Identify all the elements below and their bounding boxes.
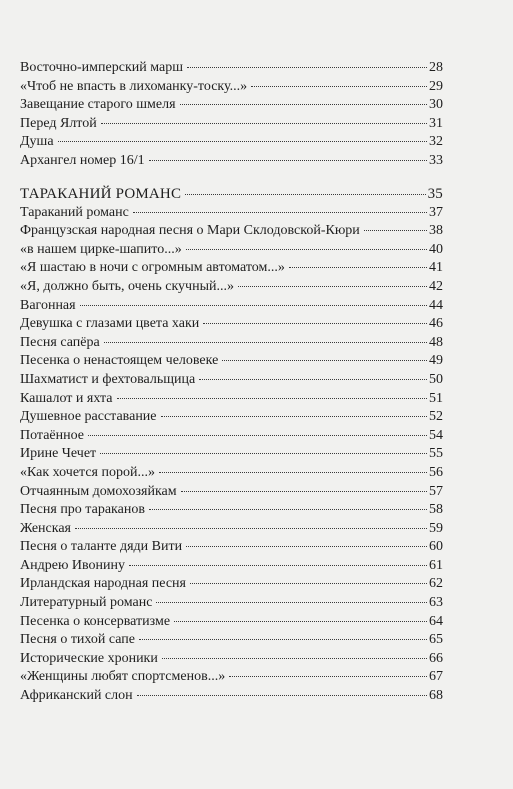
entry-title: Песня о таланте дяди Вити: [20, 539, 183, 555]
entry-title: Перед Ялтой: [20, 115, 97, 131]
dot-leader: [137, 695, 427, 696]
entry-title: Женская: [20, 520, 71, 536]
entry-title: Потаённое: [20, 427, 85, 443]
section-page-number: 35: [427, 186, 443, 202]
entry-page-number: 31: [429, 115, 443, 131]
dot-leader: [149, 509, 427, 510]
toc-entry: [20, 538, 443, 557]
entry-title: Шахматист и фехтовальщица: [20, 371, 196, 387]
entry-page-number: 61: [429, 557, 443, 573]
entry-title: Литературный романс: [20, 595, 153, 611]
entry-page-number: 38: [429, 223, 443, 239]
toc-entry: [20, 650, 443, 669]
toc-entry: [20, 631, 443, 650]
entry-title: Отчаянным домохозяйкам: [20, 483, 177, 499]
toc-entry: [20, 501, 443, 520]
entry-page-number: 52: [429, 409, 443, 425]
dot-leader: [199, 379, 427, 380]
entry-title: Душевное расставание: [20, 409, 157, 425]
entry-page-number: 64: [429, 613, 443, 629]
entry-title: Завещание старого шмеля: [20, 97, 176, 113]
entry-page-number: 57: [429, 483, 443, 499]
entry-page-number: 59: [429, 520, 443, 536]
dot-leader: [80, 305, 427, 306]
dot-leader: [117, 398, 428, 399]
table-of-contents-part-2: [20, 185, 443, 706]
dot-leader: [229, 676, 427, 677]
dot-leader: [133, 212, 427, 213]
entry-page-number: 54: [429, 427, 443, 443]
toc-entry: [20, 557, 443, 576]
entry-title: Душа: [20, 134, 54, 150]
entry-title: Французская народная песня о Мари Склодовской-Кюри: [20, 223, 360, 239]
toc-entry: [20, 613, 443, 632]
entry-page-number: 62: [429, 576, 443, 592]
toc-entry: [20, 334, 443, 353]
toc-entry: [20, 352, 443, 371]
entry-page-number: 37: [429, 204, 443, 220]
entry-page-number: 44: [429, 297, 443, 313]
entry-page-number: 28: [429, 60, 443, 75]
toc-entry: [20, 408, 443, 427]
dot-leader: [181, 491, 427, 492]
dot-leader: [101, 123, 427, 124]
toc-entry: [20, 152, 443, 171]
toc-entry: [20, 315, 443, 334]
entry-title: Вагонная: [20, 297, 76, 313]
entry-page-number: 67: [429, 669, 443, 685]
dot-leader: [190, 583, 427, 584]
toc-entry: [20, 427, 443, 446]
entry-page-number: 56: [429, 464, 443, 480]
section-title: ТАРАКАНИЙ РОМАНС: [20, 186, 182, 202]
entry-page-number: 60: [429, 539, 443, 555]
entry-title: Песенка о консерватизме: [20, 613, 171, 629]
toc-entry: [20, 133, 443, 152]
entry-title: Африканский слон: [20, 688, 133, 704]
dot-leader: [88, 435, 427, 436]
toc-entry: [20, 520, 443, 539]
dot-leader: [203, 323, 427, 324]
toc-entry: [20, 297, 443, 316]
dot-leader: [149, 160, 427, 161]
dot-leader: [174, 621, 427, 622]
entry-page-number: 63: [429, 595, 443, 611]
toc-entry: [20, 483, 443, 502]
entry-title: Ирландская народная песня: [20, 576, 186, 592]
toc-entry: [20, 668, 443, 687]
dot-leader: [58, 141, 427, 142]
toc-entry: [20, 575, 443, 594]
dot-leader: [187, 67, 427, 68]
entry-page-number: 68: [429, 688, 443, 704]
entry-page-number: 58: [429, 502, 443, 518]
dot-leader: [238, 286, 427, 287]
entry-page-number: 48: [429, 334, 443, 350]
entry-title: «Чтоб не впасть в лихоманку-тоску...»: [20, 78, 248, 94]
entry-page-number: 50: [429, 371, 443, 387]
dot-leader: [100, 453, 427, 454]
dot-leader: [186, 546, 427, 547]
toc-entry: [20, 278, 443, 297]
entry-page-number: 46: [429, 316, 443, 332]
toc-entry: [20, 59, 443, 78]
entry-title: Архангел номер 16/1: [20, 152, 145, 168]
entry-title: Песня о тихой сапе: [20, 632, 136, 648]
entry-title: Песня сапёра: [20, 334, 100, 350]
toc-entry: [20, 445, 443, 464]
entry-page-number: 65: [429, 632, 443, 648]
dot-leader: [162, 658, 427, 659]
entry-title: «Женщины любят спортсменов...»: [20, 669, 226, 685]
dot-leader: [180, 104, 427, 105]
entry-page-number: 55: [429, 446, 443, 462]
entry-page-number: 41: [429, 260, 443, 276]
entry-title: Тараканий романс: [20, 204, 129, 220]
entry-title: Ирине Чечет: [20, 446, 97, 462]
toc-entry: [20, 390, 443, 409]
toc-entry: [20, 594, 443, 613]
entry-page-number: 51: [429, 390, 443, 406]
dot-leader: [289, 267, 427, 268]
dot-leader: [159, 472, 427, 473]
toc-entry: [20, 371, 443, 390]
table-of-contents-part-1: [20, 59, 443, 171]
dot-leader: [161, 416, 427, 417]
entry-page-number: 49: [429, 353, 443, 369]
entry-page-number: 40: [429, 241, 443, 257]
entry-title: Песня про тараканов: [20, 502, 145, 518]
toc-entry: [20, 96, 443, 115]
entry-title: Исторические хроники: [20, 650, 158, 666]
dot-leader: [104, 342, 427, 343]
dot-leader: [186, 249, 427, 250]
entry-title: Кашалот и яхта: [20, 390, 113, 406]
entry-page-number: 32: [429, 134, 443, 150]
dot-leader: [139, 639, 427, 640]
entry-title: Песенка о ненастоящем человеке: [20, 353, 219, 369]
entry-page-number: 30: [429, 97, 443, 113]
entry-title: «Я, должно быть, очень скучный...»: [20, 278, 234, 294]
entry-page-number: 66: [429, 650, 443, 666]
entry-title: Восточно-имперский марш: [20, 60, 183, 75]
toc-entry: [20, 259, 443, 278]
toc-entry: [20, 222, 443, 241]
entry-title: Андрею Ивонину: [20, 557, 125, 573]
toc-entry: [20, 115, 443, 134]
dot-leader: [222, 360, 427, 361]
toc-entry: [20, 78, 443, 97]
dot-leader: [156, 602, 427, 603]
entry-page-number: 42: [429, 278, 443, 294]
dot-leader: [251, 86, 427, 87]
toc-entry: [20, 687, 443, 706]
dot-leader: [129, 565, 427, 566]
entry-title: «в нашем цирке-шапито...»: [20, 241, 182, 257]
toc-section-heading: [20, 185, 443, 204]
entry-title: Девушка с глазами цвета хаки: [20, 316, 200, 332]
entry-title: «Как хочется порой...»: [20, 464, 155, 480]
entry-page-number: 33: [429, 152, 443, 168]
dot-leader: [364, 230, 427, 231]
entry-title: «Я шастаю в ночи с огромным автоматом...»: [20, 260, 285, 276]
toc-entry: [20, 464, 443, 483]
toc-entry: [20, 204, 443, 223]
toc-entry: [20, 241, 443, 260]
dot-leader: [75, 528, 427, 529]
dot-leader: [185, 194, 425, 195]
entry-page-number: 29: [429, 78, 443, 94]
